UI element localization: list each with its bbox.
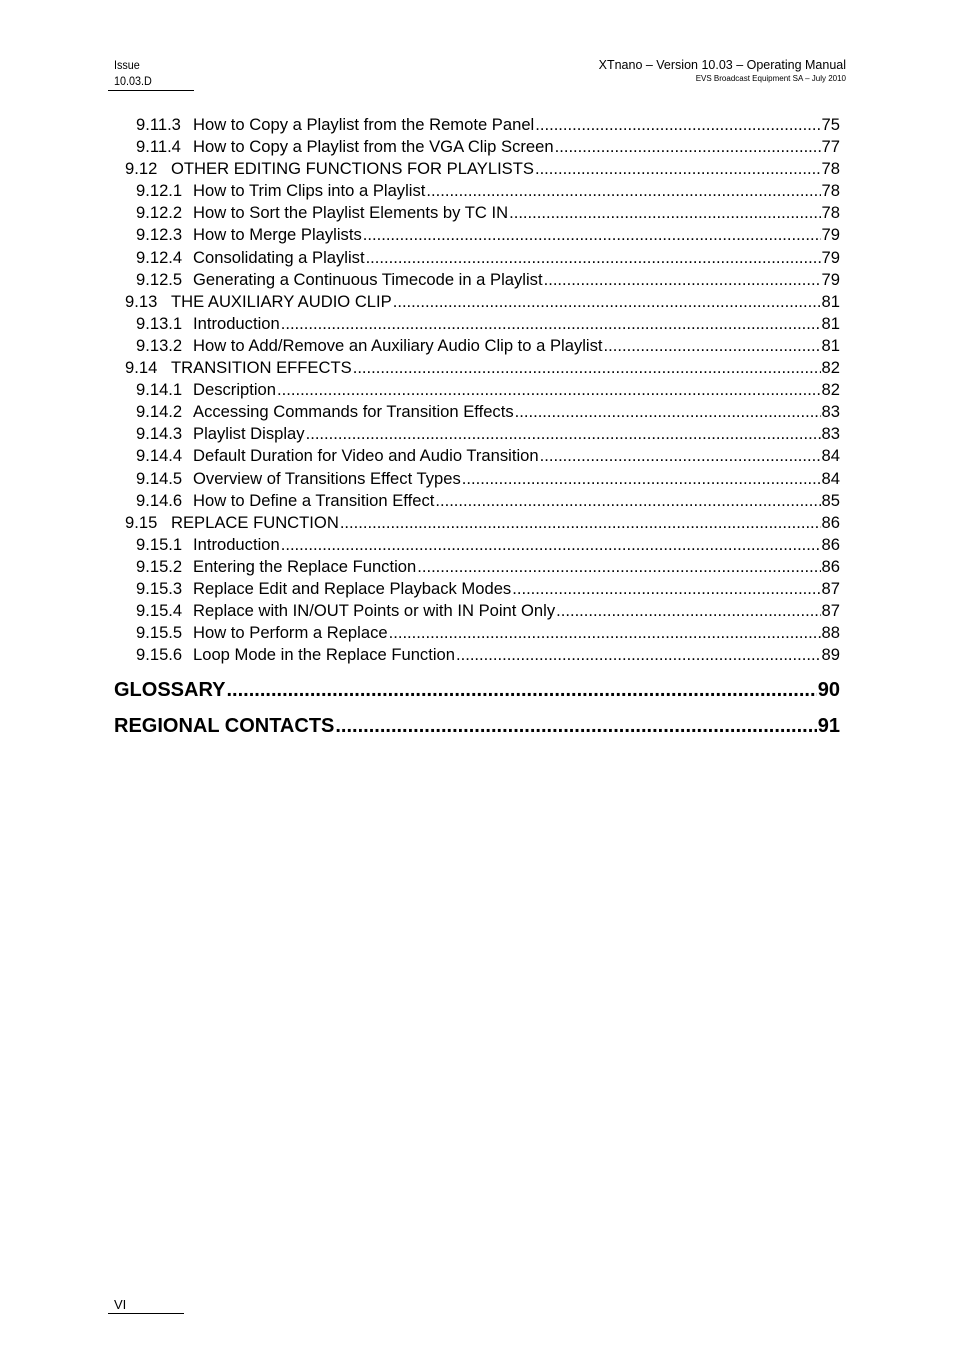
toc-entry-page: 79 — [821, 247, 840, 267]
toc-entry-page: 82 — [821, 358, 840, 378]
toc-dot-leader — [462, 468, 821, 490]
manual-title: XTnano – Version 10.03 – Operating Manual — [598, 58, 846, 72]
toc-entry-number: 9.14.2 — [136, 402, 183, 422]
toc-entry-title: Description — [193, 380, 277, 400]
toc-dot-leader — [281, 534, 821, 556]
toc-entry[interactable] — [0, 313, 954, 335]
toc-entry[interactable] — [0, 708, 954, 744]
toc-entry[interactable] — [0, 401, 954, 423]
toc-entry[interactable] — [0, 202, 954, 224]
toc-dot-leader — [426, 180, 820, 202]
table-of-contents — [0, 114, 954, 744]
toc-dot-leader — [281, 313, 821, 335]
toc-entry-page: 88 — [821, 623, 840, 643]
toc-entry-page: 82 — [821, 380, 840, 400]
toc-dot-leader — [435, 490, 820, 512]
toc-entry-number: 9.14.3 — [136, 424, 183, 444]
toc-entry-title: How to Perform a Replace — [193, 623, 388, 643]
toc-entry-title: How to Add/Remove an Auxiliary Audio Clip to a Playlist — [193, 335, 603, 355]
toc-entry-title: REGIONAL CONTACTS — [114, 715, 335, 738]
toc-entry-number: 9.14.6 — [136, 490, 183, 510]
toc-dot-leader — [389, 622, 821, 644]
toc-entry[interactable] — [0, 445, 954, 467]
toc-entry-title: REPLACE FUNCTION — [171, 512, 339, 532]
toc-entry[interactable] — [0, 158, 954, 180]
toc-entry-number: 9.12.4 — [136, 247, 183, 267]
toc-dot-leader — [417, 556, 820, 578]
toc-entry-page: 79 — [821, 225, 840, 245]
toc-entry[interactable] — [0, 180, 954, 202]
toc-dot-leader — [604, 335, 821, 357]
toc-entry-number: 9.14.5 — [136, 468, 183, 488]
toc-entry-page: 85 — [821, 490, 840, 510]
toc-entry-number: 9.11.3 — [136, 115, 181, 134]
issue-number: 10.03.D — [114, 74, 152, 88]
toc-entry-number: 9.15.3 — [136, 578, 183, 598]
toc-entry-title: Entering the Replace Function — [193, 556, 417, 576]
toc-entry-number: 9.12.2 — [136, 203, 183, 223]
toc-entry-page: 84 — [821, 446, 840, 466]
toc-dot-leader — [515, 401, 821, 423]
toc-entry-title: GLOSSARY — [114, 679, 226, 702]
toc-entry-title: Consolidating a Playlist — [193, 247, 365, 267]
toc-entry-page: 87 — [821, 578, 840, 598]
toc-entry-number: 9.14.1 — [136, 380, 183, 400]
company-line: EVS Broadcast Equipment SA – July 2010 — [695, 74, 846, 83]
toc-entry[interactable] — [0, 512, 954, 534]
toc-entry[interactable] — [0, 423, 954, 445]
toc-dot-leader — [393, 291, 821, 313]
toc-entry-number: 9.12.1 — [136, 181, 183, 201]
toc-entry-title: How to Copy a Playlist from the Remote Panel — [193, 115, 535, 134]
toc-entry[interactable] — [0, 578, 954, 600]
toc-entry[interactable] — [0, 114, 954, 136]
toc-entry-title: How to Merge Playlists — [193, 225, 362, 245]
toc-entry-title: Playlist Display — [193, 424, 305, 444]
toc-entry-page: 86 — [821, 512, 840, 532]
toc-entry-title: THE AUXILIARY AUDIO CLIP — [171, 291, 392, 311]
toc-entry-page: 87 — [821, 601, 840, 621]
toc-entry-title: Default Duration for Video and Audio Transition — [193, 446, 539, 466]
toc-entry-title: How to Sort the Playlist Elements by TC IN — [193, 203, 509, 223]
toc-dot-leader — [277, 379, 821, 401]
toc-entry-title: Loop Mode in the Replace Function — [193, 645, 455, 665]
toc-entry-page: 86 — [821, 556, 840, 576]
toc-entry-number: 9.15.1 — [136, 534, 183, 554]
toc-entry-title: How to Define a Transition Effect — [193, 490, 435, 510]
toc-entry-title: How to Copy a Playlist from the VGA Clip Screen — [193, 137, 554, 157]
header-title-block — [599, 57, 846, 84]
issue-label: Issue — [114, 58, 140, 72]
toc-entry-title: Generating a Continuous Timecode in a Playlist — [193, 269, 543, 289]
toc-entry-number: 9.13 — [125, 291, 158, 311]
toc-entry-page: 81 — [821, 335, 840, 355]
toc-entry-page: 81 — [821, 291, 840, 311]
toc-dot-leader — [555, 136, 821, 158]
toc-entry[interactable] — [0, 468, 954, 490]
toc-entry-number: 9.12.3 — [136, 225, 183, 245]
toc-dot-leader — [366, 247, 821, 269]
toc-entry-number: 9.15.2 — [136, 556, 183, 576]
toc-entry-number: 9.13.2 — [136, 335, 183, 355]
toc-entry-page: 83 — [821, 424, 840, 444]
toc-entry-title: Replace Edit and Replace Playback Modes — [193, 578, 512, 598]
toc-entry[interactable] — [0, 247, 954, 269]
toc-entry-number: 9.15 — [125, 512, 158, 532]
toc-entry[interactable] — [0, 534, 954, 556]
toc-entry-number: 9.14.4 — [136, 446, 183, 466]
toc-entry-title: TRANSITION EFFECTS — [171, 358, 352, 378]
toc-entry[interactable] — [0, 291, 954, 313]
toc-entry-number: 9.15.5 — [136, 623, 183, 643]
toc-entry-number: 9.12.5 — [136, 269, 183, 289]
toc-entry[interactable] — [0, 379, 954, 401]
toc-entry-page: 78 — [821, 159, 840, 179]
toc-entry-title: Accessing Commands for Transition Effects — [193, 402, 514, 422]
toc-dot-leader — [512, 578, 820, 600]
toc-dot-leader — [544, 269, 821, 291]
toc-entry-number: 9.12 — [125, 159, 158, 179]
toc-entry-page: 77 — [821, 137, 840, 157]
footer-page-number: VI — [108, 1297, 184, 1314]
toc-entry[interactable] — [0, 357, 954, 379]
header-issue-block — [108, 57, 194, 91]
toc-dot-leader — [556, 600, 820, 622]
toc-entry-page: 79 — [821, 269, 840, 289]
toc-entry-title: Introduction — [193, 534, 280, 554]
toc-dot-leader — [306, 423, 821, 445]
toc-dot-leader — [353, 357, 821, 379]
toc-dot-leader — [456, 644, 821, 666]
toc-entry[interactable] — [0, 644, 954, 666]
toc-entry-page: 75 — [821, 115, 840, 134]
toc-entry-page: 89 — [821, 645, 840, 665]
toc-dot-leader — [363, 224, 821, 246]
toc-entry-title: How to Trim Clips into a Playlist — [193, 181, 426, 201]
toc-entry-title: OTHER EDITING FUNCTIONS FOR PLAYLISTS — [171, 159, 534, 179]
toc-dot-leader — [535, 158, 821, 180]
toc-entry-number: 9.14 — [125, 358, 158, 378]
toc-entry-title: Introduction — [193, 313, 280, 333]
toc-entry[interactable] — [0, 269, 954, 291]
toc-entry[interactable] — [0, 600, 954, 622]
toc-entry-page: 81 — [821, 313, 840, 333]
toc-entry-number: 9.11.4 — [136, 137, 181, 157]
toc-entry-number: 9.13.1 — [136, 313, 183, 333]
toc-entry-page: 84 — [821, 468, 840, 488]
toc-entry-number: 9.15.6 — [136, 645, 183, 665]
toc-dot-leader — [509, 202, 820, 224]
toc-dot-leader — [340, 512, 821, 534]
toc-entry[interactable] — [0, 224, 954, 246]
toc-entry-title: Overview of Transitions Effect Types — [193, 468, 461, 488]
toc-entry-page: 78 — [821, 203, 840, 223]
toc-entry-page: 91 — [817, 715, 840, 738]
toc-entry[interactable] — [0, 335, 954, 357]
toc-dot-leader — [535, 114, 820, 136]
toc-entry[interactable] — [0, 556, 954, 578]
toc-entry[interactable] — [0, 622, 954, 644]
toc-entry-page: 83 — [821, 402, 840, 422]
toc-dot-leader — [335, 708, 816, 744]
toc-entry[interactable] — [0, 490, 954, 512]
toc-dot-leader — [540, 445, 821, 467]
toc-dot-leader — [227, 672, 817, 708]
toc-entry[interactable] — [0, 672, 954, 708]
toc-entry-page: 90 — [817, 679, 840, 702]
toc-entry-title: Replace with IN/OUT Points or with IN Point Only — [193, 601, 556, 621]
toc-entry-page: 78 — [821, 181, 840, 201]
toc-entry-page: 86 — [821, 534, 840, 554]
toc-entry[interactable] — [0, 136, 954, 158]
toc-entry-number: 9.15.4 — [136, 601, 183, 621]
